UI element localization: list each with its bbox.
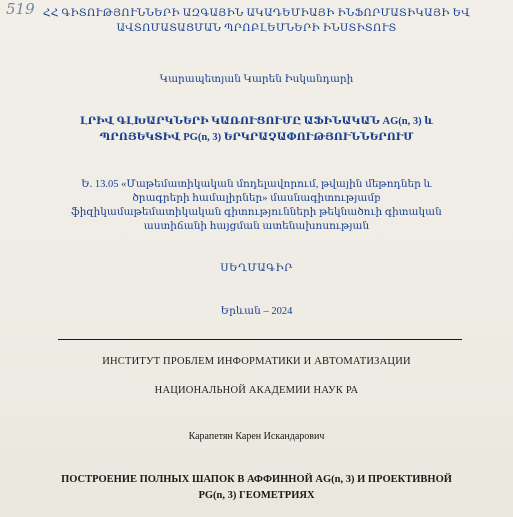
section-divider [58,339,462,340]
armenian-author: Կարապետյան Կարեն Իսկանդարի [159,74,354,85]
handwritten-note: 519 [6,0,35,18]
russian-institution-line2: НАЦИОНАЛЬНОЙ АКАДЕМИИ НАУК РА [154,385,359,396]
armenian-institution: ՀՀ ԳԻՏՈՒԹՅՈՒՆՆԵՐԻ ԱԶԳԱՅԻՆ ԱԿԱԴԵՄԻԱՅԻ ԻՆՖՈՐՄԱՏԻԿԱՅԻ ԵՎ ԱՎՏՈՄԱՏԱՑՄԱՆ ՊՐՈԲԼԵՄՆԵՐԻ ԻՆՍՏԻՏՈՒՏ [42,8,471,34]
russian-institution-line1: ИНСТИТУТ ПРОБЛЕМ ИНФОРМАТИКИ И АВТОМАТИЗАЦИИ [102,356,411,367]
russian-title: ПОСТРОЕНИЕ ПОЛНЫХ ШАПОК В АФФИННОЙ AG(n, 3) И ПРОЕКТИВНОЙ PG(n, 3) ГЕОМЕТРИЯХ [61,474,452,501]
russian-author: Карапетян Карен Искандарович [188,431,325,442]
armenian-document-type: ՍԵՂՄԱԳԻՐ [220,263,293,274]
armenian-specialty: Ե. 13.05 «Մաթեմատիկական մոդելավորում, թվային մեթոդներ և ծրագրերի համալիրներ» մասնագիտությամբ ֆիզիկամաթեմատիկական գիտությունների թեկնածուի գիտական աստիճանի հայցման ատենախոսության [71,179,442,232]
armenian-title: ԼՐԻՎ ԳԼԽԱՐԿՆԵՐԻ ԿԱՌՈՒՑՈՒՄԸ ԱՖԻՆԱԿԱՆ AG(n, 3) և ՊՐՈՅԵԿՏԻՎ PG(n, 3) ԵՐԿՐԱՉԱՓՈՒԹՅՈՒՆՆԵՐՈՒՄ [80,116,433,143]
armenian-city-year: Երևան – 2024 [220,306,293,317]
